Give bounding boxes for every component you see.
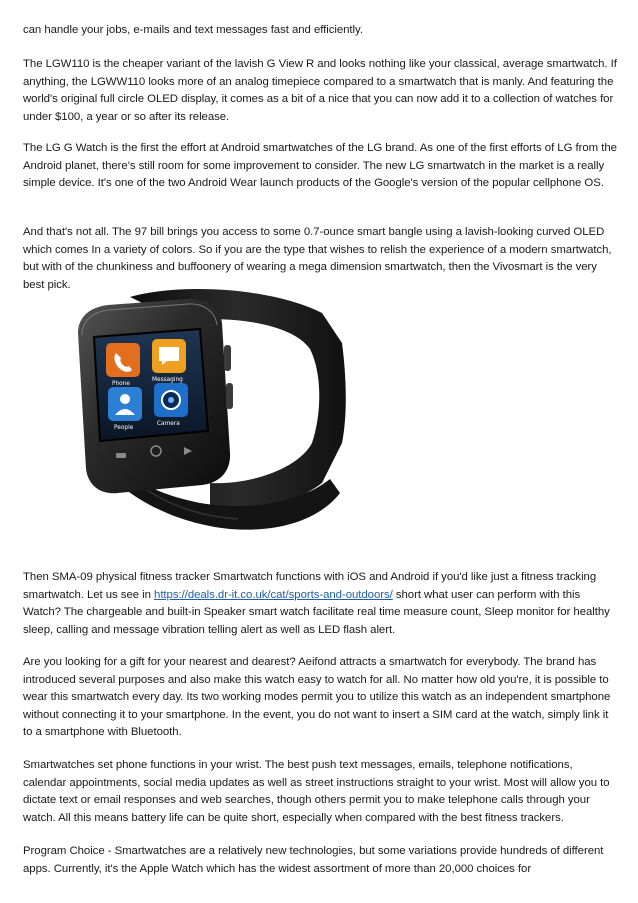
watch-side-button-bottom [226,383,233,409]
svg-text:Phone: Phone [112,381,130,387]
paragraph-sma-09-text-start: Then SMA-09 physical fitness tracker Smartwatch functions with iOS and Android if you'd like just a fitness tracking smartwatch. Let us see in [23,571,597,601]
svg-text:People: People [114,425,134,431]
paragraph-sma-09 [23,569,617,639]
paragraph-lg-g-watch: The LG G Watch is the first the effort at Android smartwatches of the LG brand. As one of the first efforts of LG from the Android planet, there's still room for some improvement to consider. The new LG smartwatch in the market is a really simple device. It's one of the two Android Wear launch products of the Google's version of the popular cellphone OS. [23,142,617,189]
svg-text:Camera: Camera [157,421,180,427]
paragraph-vivosmart: And that's not all. The 97 bill brings you access to some 0.7-ounce smart bangle using a lavish-looking curved OLED which comes In a variety of colors. So if you are the type that wishes to relish the experience of a modern smartwatch, but with of the chunkiness and buffoonery of wearing a mega dimension smartwatch, then the Vivosmart is the very best pick. [23,226,612,291]
watch-side-button-top [224,345,231,371]
paragraph-lgw110: The LGW110 is the cheaper variant of the lavish G View R and looks nothing like your classical, average smartwatch. If anything, the LGWW110 looks more of an analog timepiece compared to a smartwatch that is manly. And featuring the world's original full circle OLED display, it comes as a bit of a nice that you can now add it to a collection of watches for under $100, a year or so after its release. [23,58,617,123]
paragraph-aeifond: Are you looking for a gift for your nearest and dearest? Aeifond attracts a smartwatch for everybody. The brand has introduced several purposes and also make this watch easy to watch for all. No matter how old you're, it is possible to wear this smartwatch every day. Its two working modes permit you to utilize this watch as an independent smartphone without connecting it to your smartphone. In the event, you do not want to insert a SIM card at the watch, simply link it to a smartphone with Bluetooth. [23,656,611,738]
paragraph-intro-fragment: can handle your jobs, e-mails and text messages fast and efficiently. [23,24,363,36]
deals-link[interactable]: https://deals.dr-it.co.uk/cat/sports-and-outdoors/ [154,588,393,601]
smartwatch-image [60,283,350,545]
paragraph-phone-functions: Smartwatches set phone functions in your wrist. The best push text messages, emails, telephone notifications, calendar appointments, social media updates as well as street instructions straight to your wrist. Most will allow you to dictate text or email responses and web searches, though others permit you to make telephone calls through your watch. All this means battery life can be quite short, especially when compared with the best fitness trackers. [23,759,610,824]
paragraph-sma-09-text-end: short what user can perform with this Watch? The chargeable and built-in Speaker smart watch facilitate real time measure count, Sleep monitor for healthy sleep, calling and message vibration telling alert as well as LED flash alert. [23,588,610,636]
paragraph-program-choice: Program Choice - Smartwatches are a relatively new technologies, but some variations provide hundreds of different apps. Currently, it's the Apple Watch which has the widest assortment of more than 20,000 choices for [23,845,604,875]
app-messaging [152,339,186,383]
svg-text:Messaging: Messaging [152,377,183,383]
